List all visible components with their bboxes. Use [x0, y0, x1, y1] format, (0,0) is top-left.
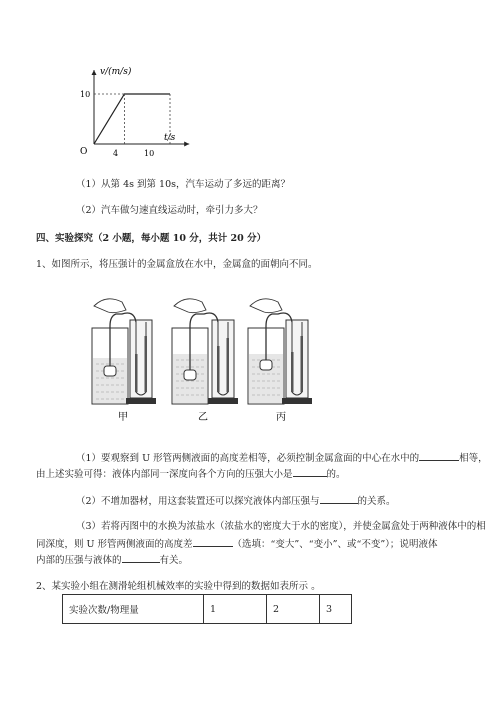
- exp1-part1-text-c: 由上述实验可得：液体内部同一深度向各个方向的压强大小是: [36, 469, 293, 480]
- gauge-base: [282, 398, 312, 404]
- u-tube-liquid-left: [291, 352, 294, 392]
- exp1-part2-text-a: （2）不增加器材，用这套装置还可以探究液体内部压强与: [76, 496, 320, 507]
- apparatus-label-jia: 甲: [118, 412, 128, 423]
- metal-probe-box: [260, 360, 272, 370]
- table-header-cell: 1: [204, 595, 267, 624]
- answer-blank-relation[interactable]: [320, 493, 358, 504]
- apparatus-label-yi: 乙: [198, 412, 208, 423]
- x-axis-arrow: [184, 142, 189, 147]
- exp1-part2-text-b: 的关系。: [357, 496, 396, 507]
- apparatus-label-bing: 丙: [276, 412, 286, 423]
- exp1-part3-text-b: （选填：“变大”、“变小”、或“不变”）；说明液体: [232, 539, 438, 550]
- answer-blank-equal[interactable]: [293, 466, 327, 477]
- u-tube-board: [212, 320, 234, 398]
- y-axis-arrow: [92, 70, 97, 75]
- exp1-part1-text-d: 的。: [326, 469, 346, 480]
- exp1-part1-line2: [36, 466, 346, 481]
- u-tube-board: [286, 320, 308, 398]
- graph-origin: O: [80, 147, 88, 157]
- exp1-part3-line2: [36, 536, 437, 551]
- velocity-series-line: [94, 94, 170, 144]
- question-1-distance: （1）从第 4s 到第 10s，汽车运动了多远的距离？: [76, 179, 290, 190]
- velocity-time-graph: [72, 60, 192, 160]
- answer-blank-density[interactable]: [122, 552, 160, 563]
- graph-x-tick-4: 4: [113, 149, 119, 158]
- exp1-part3-text-a: 同深度，则 U 形管两侧液面的高度差: [36, 539, 193, 550]
- metal-probe-box: [184, 370, 196, 380]
- exp1-part1-text-a: （1）要观察到 U 形管两侧液面的高度差相等，必须控制金属盒面的中心在水中的: [76, 453, 420, 464]
- hand-icon: [174, 299, 206, 313]
- table-header-cell: 实验次数/物理量: [63, 595, 204, 624]
- exp1-part3-text-d: 有关。: [159, 555, 189, 566]
- table-header-cell: 3: [320, 595, 352, 624]
- u-tube-liquid-left: [135, 354, 138, 392]
- experiment-2-intro: 2、某实验小组在测滑轮组机械效率的实验中得到的数据如表所示 。: [36, 581, 321, 592]
- graph-x-label: t/s: [164, 133, 176, 143]
- gauge-base: [208, 398, 238, 404]
- u-tube-liquid-right: [227, 338, 230, 392]
- answer-blank-depth[interactable]: [419, 450, 459, 461]
- question-2-traction: （2）汽车做匀速直线运动时，牵引力多大？: [76, 205, 263, 216]
- u-tube-liquid-left: [217, 346, 220, 392]
- exp1-part3-text-c: 内部的压强与液体的: [36, 555, 122, 566]
- answer-blank-height-diff[interactable]: [193, 536, 233, 547]
- exp1-part3-line1: （3）若将丙图中的水换为浓盐水（浓盐水的密度大于水的密度），并使金属盒处于两种液体中的相: [76, 521, 486, 532]
- exp1-part2: [76, 493, 396, 508]
- table-header-row: [63, 595, 352, 624]
- section-title: 四、实验探究（2 小题，每小题 10 分，共计 20 分）: [36, 233, 267, 244]
- gauge-base: [126, 398, 156, 404]
- pressure-gauge-illustration: [78, 292, 328, 432]
- graph-x-tick-10: 10: [144, 149, 155, 158]
- metal-probe-box: [104, 366, 116, 376]
- exp1-part3-line3: [36, 552, 188, 567]
- u-tube-liquid-right: [301, 336, 304, 392]
- u-tube-liquid-right: [145, 336, 148, 392]
- table-header-cell: 2: [267, 595, 320, 624]
- experiment-1-intro: 1、如图所示，将压强计的金属盒放在水中，金属盒的面朝向不同。: [36, 259, 318, 270]
- hand-icon: [250, 299, 282, 313]
- hand-icon: [94, 299, 126, 313]
- graph-y-tick-10: 10: [80, 90, 91, 99]
- exp1-part1-line1: [76, 450, 488, 465]
- exp1-part1-text-b: 相等，: [459, 453, 488, 464]
- u-tube-board: [130, 320, 152, 398]
- data-table: [62, 594, 352, 624]
- graph-y-label: v/(m/s): [100, 67, 132, 77]
